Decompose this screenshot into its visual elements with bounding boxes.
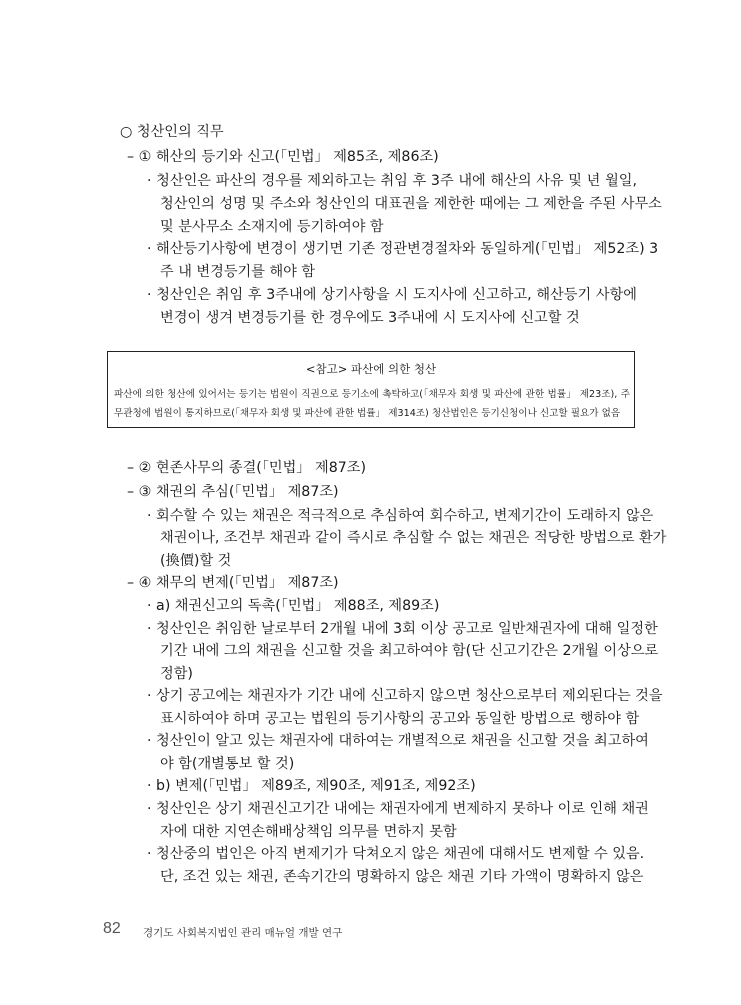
- paragraph-line: · 청산인은 상기 채권신고기간 내에는 채권자에게 변제하지 못하나 이로 인해 채권: [147, 801, 649, 817]
- subheading-3: – ③ 채권의 추심(「민법」 제87조): [127, 484, 339, 500]
- section-heading: ○ 청산인의 직무: [120, 124, 224, 140]
- paragraph-line: 단, 조건 있는 채권, 존속기간의 명확하지 않은 채권 기타 가액이 명확하지 않은: [160, 869, 644, 885]
- paragraph-line: 및 분사무소 소재지에 등기하여야 함: [160, 219, 384, 235]
- subheading-1: – ① 해산의 등기와 신고(「민법」 제85조, 제86조): [127, 149, 439, 165]
- subheading-4: – ④ 채무의 변제(「민법」 제87조): [127, 575, 339, 591]
- paragraph-line: 자에 대한 지연손해배상책임 의무를 면하지 못함: [160, 824, 457, 840]
- paragraph-line: · 청산중의 법인은 아직 변제기가 닥쳐오지 않은 채권에 대해서도 변제할 수 있음.: [147, 846, 645, 862]
- reference-body-line: 파산에 의한 청산에 있어서는 등기는 법원이 직권으로 등기소에 촉탁하고(「채무자 회생 및 파산에 관한 법률」 제23조), 주: [114, 389, 630, 400]
- paragraph-line: · a) 채권신고의 독촉(「민법」 제88조, 제89조): [147, 598, 440, 614]
- paragraph-line: 기간 내에 그의 채권을 신고할 것을 최고하여야 함(단 신고기간은 2개월 이상으로: [160, 643, 659, 659]
- paragraph-line: · 청산인이 알고 있는 채권자에 대하여는 개별적으로 채권을 신고할 것을 최고하여: [147, 733, 649, 749]
- paragraph-line: 정함): [160, 666, 193, 682]
- paragraph-line: 주 내 변경등기를 해야 함: [160, 264, 316, 280]
- reference-box: [107, 351, 635, 428]
- paragraph-line: 채권이나, 조건부 채권과 같이 즉시로 추심할 수 없는 채권은 적당한 방법으로 환가: [160, 530, 667, 546]
- page-number: 82: [103, 920, 121, 937]
- footer-title: 경기도 사회복지법인 관리 매뉴얼 개발 연구: [143, 927, 343, 939]
- paragraph-line: 야 함(개별통보 할 것): [160, 756, 295, 772]
- paragraph-line: · 해산등기사항에 변경이 생기면 기존 정관변경절차와 동일하게(「민법」 제52조) 3: [147, 241, 659, 257]
- paragraph-line: 표시하여야 하며 공고는 법원의 등기사항의 공고와 동일한 방법으로 행하야 함: [160, 711, 640, 727]
- reference-title: <참고> 파산에 의한 청산: [305, 362, 437, 376]
- subheading-2: – ② 현존사무의 종결(「민법」 제87조): [127, 460, 367, 476]
- paragraph-line: · 회수할 수 있는 채권은 적극적으로 추심하여 회수하고, 변제기간이 도래하지 않은: [147, 508, 654, 524]
- reference-body-line: 무관청에 법원이 통지하므로(「채무자 회생 및 파산에 관한 법률」 제314조) 청산법인은 등기신청이나 신고할 필요가 없음: [114, 408, 621, 419]
- paragraph-line: (換價)할 것: [160, 553, 232, 569]
- paragraph-line: · 청산인은 취임한 날로부터 2개월 내에 3회 이상 공고로 일반채권자에 대해 일정한: [147, 621, 658, 637]
- paragraph-line: 청산인의 성명 및 주소와 청산인의 대표권을 제한한 때에는 그 제한을 주된 사무소: [160, 196, 662, 212]
- paragraph-line: 변경이 생겨 변경등기를 한 경우에도 3주내에 시 도지사에 신고할 것: [160, 310, 580, 326]
- paragraph-line: · 청산인은 파산의 경우를 제외하고는 취임 후 3주 내에 해산의 사유 및 년 월일,: [147, 173, 637, 189]
- paragraph-line: · b) 변제(「민법」 제89조, 제90조, 제91조, 제92조): [147, 778, 476, 794]
- paragraph-line: · 청산인은 취임 후 3주내에 상기사항을 시 도지사에 신고하고, 해산등기 사항에: [147, 287, 637, 303]
- paragraph-line: · 상기 공고에는 채권자가 기간 내에 신고하지 않으면 청산으로부터 제외된다는 것을: [147, 688, 663, 704]
